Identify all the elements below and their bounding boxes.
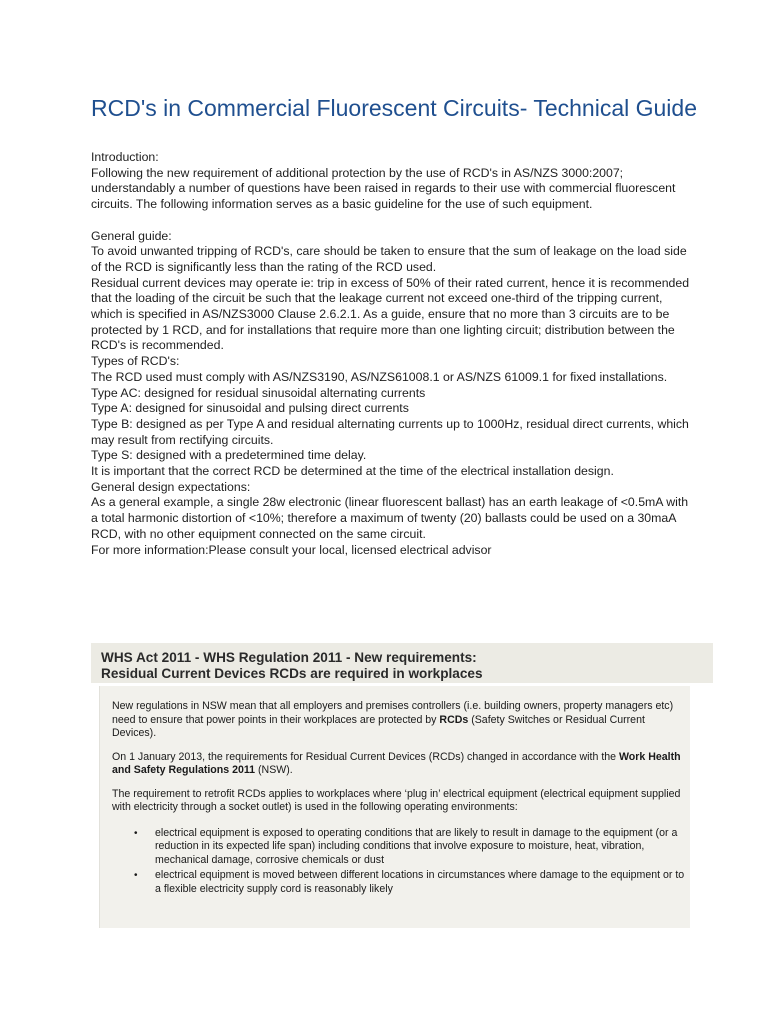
bullet-icon: • [134, 870, 138, 881]
p1-text-b: (Safety Switches or Residual Current Devices). [112, 713, 645, 739]
type-ac: Type AC: designed for residual sinusoidal alternating currents [91, 385, 426, 400]
panel-paragraph-1 [112, 700, 687, 741]
page-title: RCD's in Commercial Fluorescent Circuits- Technical Guide [91, 95, 697, 121]
type-a: Type A: designed for sinusoidal and pulsing direct currents [91, 401, 409, 416]
p2-bold: Work Health and Safety Regulations 2011 [112, 750, 681, 776]
callout-line-1: WHS Act 2011 - WHS Regulation 2011 - New requirements: [101, 650, 477, 665]
p2-text-a: On 1 January 2013, the requirements for Residual Current Devices (RCDs) changed in accordance with the [112, 750, 619, 763]
general-heading: General guide: [91, 228, 172, 243]
p2-text-b: (NSW). [255, 764, 293, 776]
panel-content [112, 700, 687, 898]
intro-text: Following the new requirement of additional protection by the use of RCD's in AS/NZS 3000:2007; understandably a number of questions have been raised in regards to their use with commercial fluorescent circuits. The following information serves as a basic guideline for the use of such equipment. [91, 165, 676, 212]
panel-paragraph-2 [112, 751, 687, 778]
panel-paragraph-3: The requirement to retrofit RCDs applies to workplaces where ‘plug in’ electrical equipment (electrical equipment supplied with electricity through a socket outlet) is used in the following operating environments: [112, 787, 681, 813]
callout-line-2: Residual Current Devices RCDs are required in workplaces [101, 666, 483, 681]
type-s: Type S: designed with a predetermined time delay. [91, 448, 367, 463]
guide-body [91, 150, 691, 558]
list-item-text: electrical equipment is exposed to operating conditions that are likely to result in damage to the equipment (or a reduction in its expected life span) including conditions that involve exposure to moisture, heat, vibration, mechanical damage, corrosive chemicals or dust [155, 826, 678, 866]
list-item-text: electrical equipment is moved between different locations in circumstances where damage to the equipment or to a flexible electricity supply cord is reasonably likely [155, 869, 685, 895]
design-text: As a general example, a single 28w electronic (linear fluorescent ballast) has an earth leakage of <0.5mA with a total harmonic distortion of <10%; therefore a maximum of twenty (20) ballasts could be used on a 30maA RCD, with no other equipment connected on the same circuit. [91, 495, 689, 541]
whs-callout [91, 643, 713, 683]
general-paragraph-2: Residual current devices may operate ie: trip in excess of 50% of their rated current, hence it is recommended that the loading of the circuit be such that the leakage current not exceed one-third of the tripping current, which is specified in AS/NZS3000 Clause 2.6.2.1. As a guide, ensure that no more than 3 circuits are to be protected by 1 RCD, and for installations that require more than one lighting circuit; distribution between the RCD's is recommended. [91, 275, 690, 353]
spacer [91, 213, 691, 229]
types-paragraph: The RCD used must comply with AS/NZS3190, AS/NZS61008.1 or AS/NZS 61009.1 for fixed installations. [91, 369, 668, 384]
types-note: It is important that the correct RCD be determined at the time of the electrical installation design. [91, 464, 614, 479]
design-heading: General design expectations: [91, 479, 251, 494]
list-item [112, 869, 687, 896]
whs-panel [99, 686, 690, 928]
p1-bold: RCDs [439, 713, 469, 726]
types-heading: Types of RCD's: [91, 354, 180, 369]
p1-text-a: New regulations in NSW mean that all employers and premises controllers (i.e. building owners, property managers etc) need to ensure that power points in their workplaces are protected by [112, 700, 674, 726]
type-b: Type B: designed as per Type A and residual alternating currents up to 1000Hz, residual direct currents, which may result from rectifying circuits. [91, 416, 689, 447]
bullet-icon: • [134, 827, 138, 839]
intro-heading: Introduction: [91, 150, 159, 164]
environment-list [112, 827, 687, 897]
callout-heading [101, 650, 701, 682]
general-paragraph-1: To avoid unwanted tripping of RCD's, care should be taken to ensure that the sum of leakage on the load side of the RCD is significantly less than the rating of the RCD used. [91, 244, 687, 274]
more-info: For more information:Please consult your local, licensed electrical advisor [91, 542, 492, 557]
list-item [112, 827, 687, 868]
